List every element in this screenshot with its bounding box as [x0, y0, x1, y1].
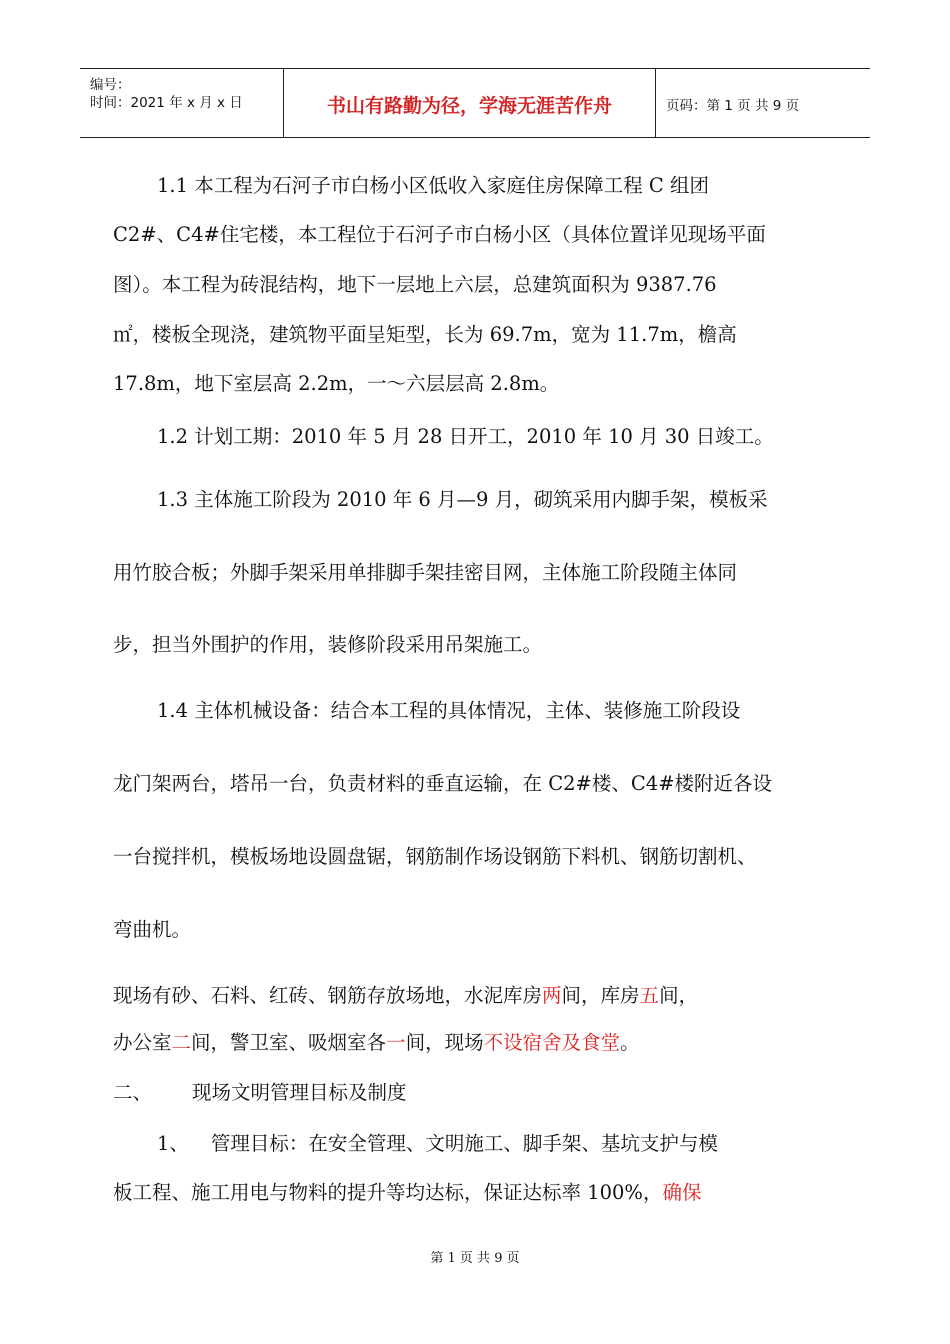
- text-span: 。: [620, 1031, 640, 1054]
- text-span: 现场有砂、石料、红砖、钢筋存放场地，水泥库房: [113, 984, 543, 1007]
- section-number: 二、: [113, 1081, 153, 1104]
- paragraph-1-line-1: 1.1 本工程为石河子市白杨小区低收入家庭住房保障工程 C 组团: [157, 174, 710, 197]
- paragraph-4-line-1: 1.4 主体机械设备：结合本工程的具体情况，主体、装修施工阶段设: [157, 699, 741, 722]
- header-motto-cell: [284, 69, 656, 137]
- paragraph-2: 1.2 计划工期：2010 年 5 月 28 日开工，2010 年 10 月 30 日竣工。: [157, 425, 774, 448]
- document-number-label: 编号：: [90, 77, 131, 93]
- paragraph-4-line-4: 弯曲机。: [113, 918, 192, 941]
- paragraph-6-line-2: [113, 1180, 701, 1206]
- text-span: 办公室: [113, 1031, 172, 1054]
- paragraph-5-line-2: [113, 1030, 640, 1056]
- paragraph-4-line-2: 龙门架两台，塔吊一台，负责材料的垂直运输，在 C2#楼、C4#楼附近各设: [113, 772, 773, 795]
- paragraph-3-line-1: 1.3 主体施工阶段为 2010 年 6 月—9 月，砌筑采用内脚手架，模板采: [157, 488, 768, 511]
- paragraph-6-line-1: [157, 1131, 718, 1157]
- paragraph-5-line-1: [113, 983, 698, 1009]
- header-meta-cell: [80, 69, 284, 137]
- section-title: 现场文明管理目标及制度: [192, 1081, 407, 1104]
- text-span: 间，现场: [405, 1031, 484, 1054]
- text-span: 板工程、施工用电与物料的提升等均达标，保证达标率 100%，: [113, 1181, 663, 1204]
- text-span: 间，警卫室、吸烟室各: [191, 1031, 387, 1054]
- paragraph-3-line-2: 用竹胶合板；外脚手架采用单排脚手架挂密目网，主体施工阶段随主体同: [113, 561, 738, 584]
- page-footer: 第 1 页 共 9 页: [430, 1251, 520, 1266]
- emphasis-text: 五: [639, 984, 660, 1007]
- emphasis-text: 两: [542, 984, 562, 1007]
- text-span: 间，: [659, 984, 699, 1007]
- text-span: 间，库房: [561, 984, 640, 1007]
- document-time-label: 时间：2021 年 x 月 x 日: [90, 95, 243, 111]
- paragraph-1-line-2: C2#、C4#住宅楼，本工程位于石河子市白杨小区（具体位置详见现场平面: [113, 223, 766, 246]
- header-page-info: 页码：第 1 页 共 9 页: [666, 98, 800, 114]
- item-number: 1、: [157, 1132, 189, 1155]
- emphasis-text: 不设宿舍及食堂: [483, 1031, 621, 1054]
- paragraph-3-line-3: 步，担当外围护的作用，装修阶段采用吊架施工。: [113, 633, 543, 656]
- text-span: 管理目标：在安全管理、文明施工、脚手架、基坑支护与模: [210, 1132, 718, 1155]
- section-2-heading: [113, 1080, 407, 1106]
- paragraph-1-line-5: 17.8m，地下室层高 2.2m，一～六层层高 2.8m。: [113, 372, 560, 395]
- paragraph-1-line-3: 图）。本工程为砖混结构，地下一层地上六层，总建筑面积为 9387.76: [113, 273, 717, 296]
- header-page-cell: [656, 69, 870, 137]
- emphasis-text: 确保: [662, 1181, 702, 1204]
- emphasis-text: 二: [171, 1031, 192, 1054]
- header-motto: 书山有路勤为径，学海无涯苦作舟: [326, 95, 612, 117]
- page-header: [80, 68, 870, 138]
- paragraph-1-line-4: ㎡，楼板全现浇，建筑物平面呈矩型，长为 69.7m，宽为 11.7m，檐高: [113, 323, 737, 346]
- paragraph-4-line-3: 一台搅拌机，模板场地设圆盘锯，钢筋制作场设钢筋下料机、钢筋切割机、: [113, 845, 757, 868]
- emphasis-text: 一: [386, 1031, 406, 1054]
